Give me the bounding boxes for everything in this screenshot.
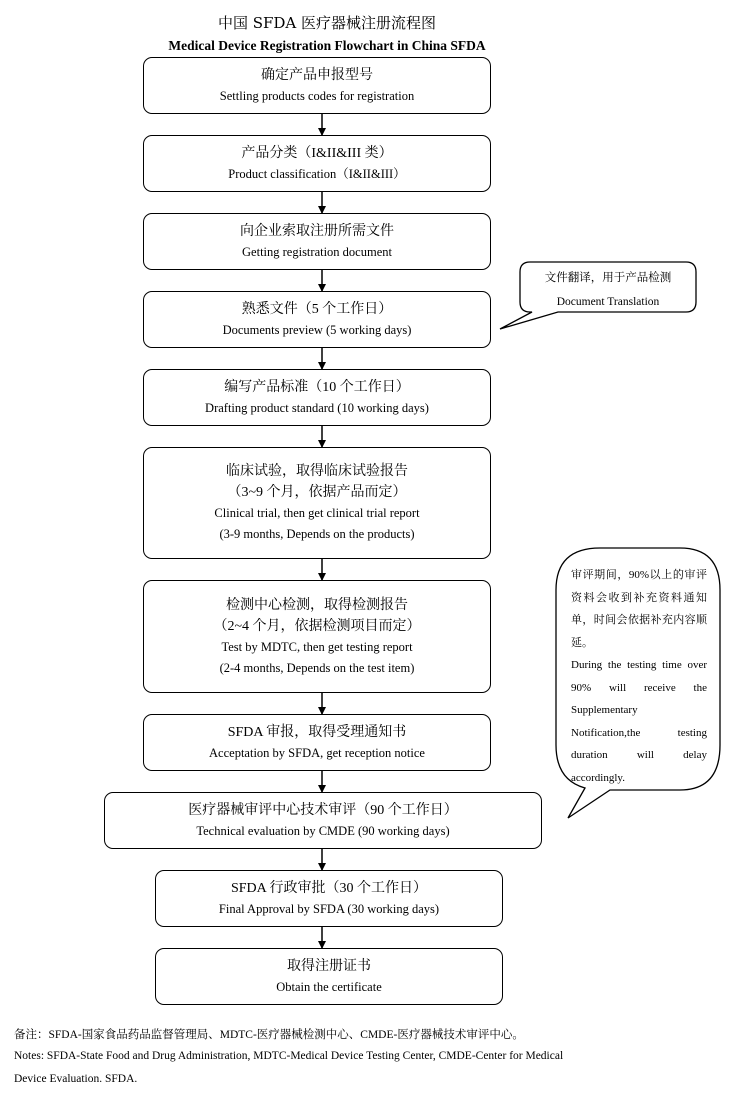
step-box-final-approval bbox=[155, 870, 503, 927]
callout-translation bbox=[526, 266, 690, 314]
notes-english-line2: Device Evaluation. SFDA. bbox=[14, 1073, 138, 1085]
step-box-drafting-standard bbox=[143, 369, 491, 426]
callout-review-delay bbox=[571, 564, 707, 789]
step-label-en-duration: (3-9 months, Depends on the products) bbox=[219, 527, 415, 541]
step-label-en: Drafting product standard (10 working days) bbox=[205, 400, 429, 415]
step-box-obtain-certificate bbox=[155, 948, 503, 1005]
step-label-en: Technical evaluation by CMDE (90 working days) bbox=[196, 823, 450, 838]
step-label-en: Clinical trial, then get clinical trial report bbox=[214, 506, 420, 520]
step-label-cn: 取得注册证书 bbox=[287, 958, 371, 974]
step-label-en: Settling products codes for registration bbox=[219, 88, 415, 103]
step-label-cn: 临床试验，取得临床试验报告 bbox=[226, 464, 408, 479]
step-label-en: Getting registration document bbox=[242, 244, 392, 259]
step-label-cn: 检测中心检测，取得检测报告 bbox=[226, 597, 408, 613]
step-box-classification bbox=[143, 135, 491, 192]
step-box-settling-codes bbox=[143, 57, 491, 114]
step-label-cn: 编写产品标准（10 个工作日） bbox=[224, 379, 410, 395]
notes-english-line1: Notes: SFDA-State Food and Drug Administration, MDTC-Medical Device Testing Center, CMDE-Center for Medical bbox=[14, 1050, 564, 1062]
step-label-cn: SFDA 审报，取得受理通知书 bbox=[227, 724, 407, 740]
callout-translation-en: Document Translation bbox=[556, 296, 660, 308]
step-label-en: Product classification（I&II&III） bbox=[228, 166, 406, 181]
step-label-cn: 医疗器械审评中心技术审评（90 个工作日） bbox=[188, 802, 458, 818]
title-chinese: 中国 SFDA 医疗器械注册流程图 bbox=[217, 14, 437, 32]
step-label-cn-duration: （3~9 个月，依据产品而定） bbox=[227, 485, 407, 500]
notes-chinese: 备注：SFDA-国家食品药品监督管理局、MDTC-医疗器械检测中心、CMDE-医疗器械技术审评中心。 bbox=[14, 1029, 524, 1041]
step-label-cn: 熟悉文件（5 个工作日） bbox=[241, 301, 393, 317]
callout-translation-cn: 文件翻译，用于产品检测 bbox=[544, 272, 672, 284]
step-box-testing-center bbox=[143, 580, 491, 693]
step-label-cn: SFDA 行政审批（30 个工作日） bbox=[230, 880, 428, 896]
step-box-getting-documents bbox=[143, 213, 491, 270]
step-label-en: Acceptation by SFDA, get reception notice bbox=[209, 745, 425, 760]
step-label-cn-duration: （2~4 个月，依据检测项目而定） bbox=[213, 618, 421, 634]
step-label-en: Obtain the certificate bbox=[276, 979, 382, 994]
title-english: Medical Device Registration Flowchart in China SFDA bbox=[168, 38, 486, 53]
step-label-cn: 向企业索取注册所需文件 bbox=[240, 223, 394, 239]
step-label-cn: 产品分类（I&II&III 类） bbox=[241, 145, 393, 161]
callout-review-en: During the testing time over 90% will receive the Supplementary Notification,the testing duration will delay accordingly. bbox=[571, 659, 707, 784]
step-box-clinical-trial bbox=[143, 447, 491, 559]
step-label-en: Final Approval by SFDA (30 working days) bbox=[218, 901, 440, 916]
step-label-en: Documents preview (5 working days) bbox=[222, 322, 412, 337]
step-label-en: Test by MDTC, then get testing report bbox=[221, 639, 413, 654]
step-label-en-duration: (2-4 months, Depends on the test item) bbox=[219, 660, 415, 675]
step-box-sfda-acceptance bbox=[143, 714, 491, 771]
step-label-cn: 确定产品申报型号 bbox=[261, 67, 373, 83]
callout-review-cn: 审评期间，90%以上的审评资料会收到补充资料通知单，时间会依据补充内容顺延。 bbox=[571, 569, 707, 649]
step-box-technical-evaluation bbox=[104, 792, 542, 849]
step-box-documents-preview bbox=[143, 291, 491, 348]
